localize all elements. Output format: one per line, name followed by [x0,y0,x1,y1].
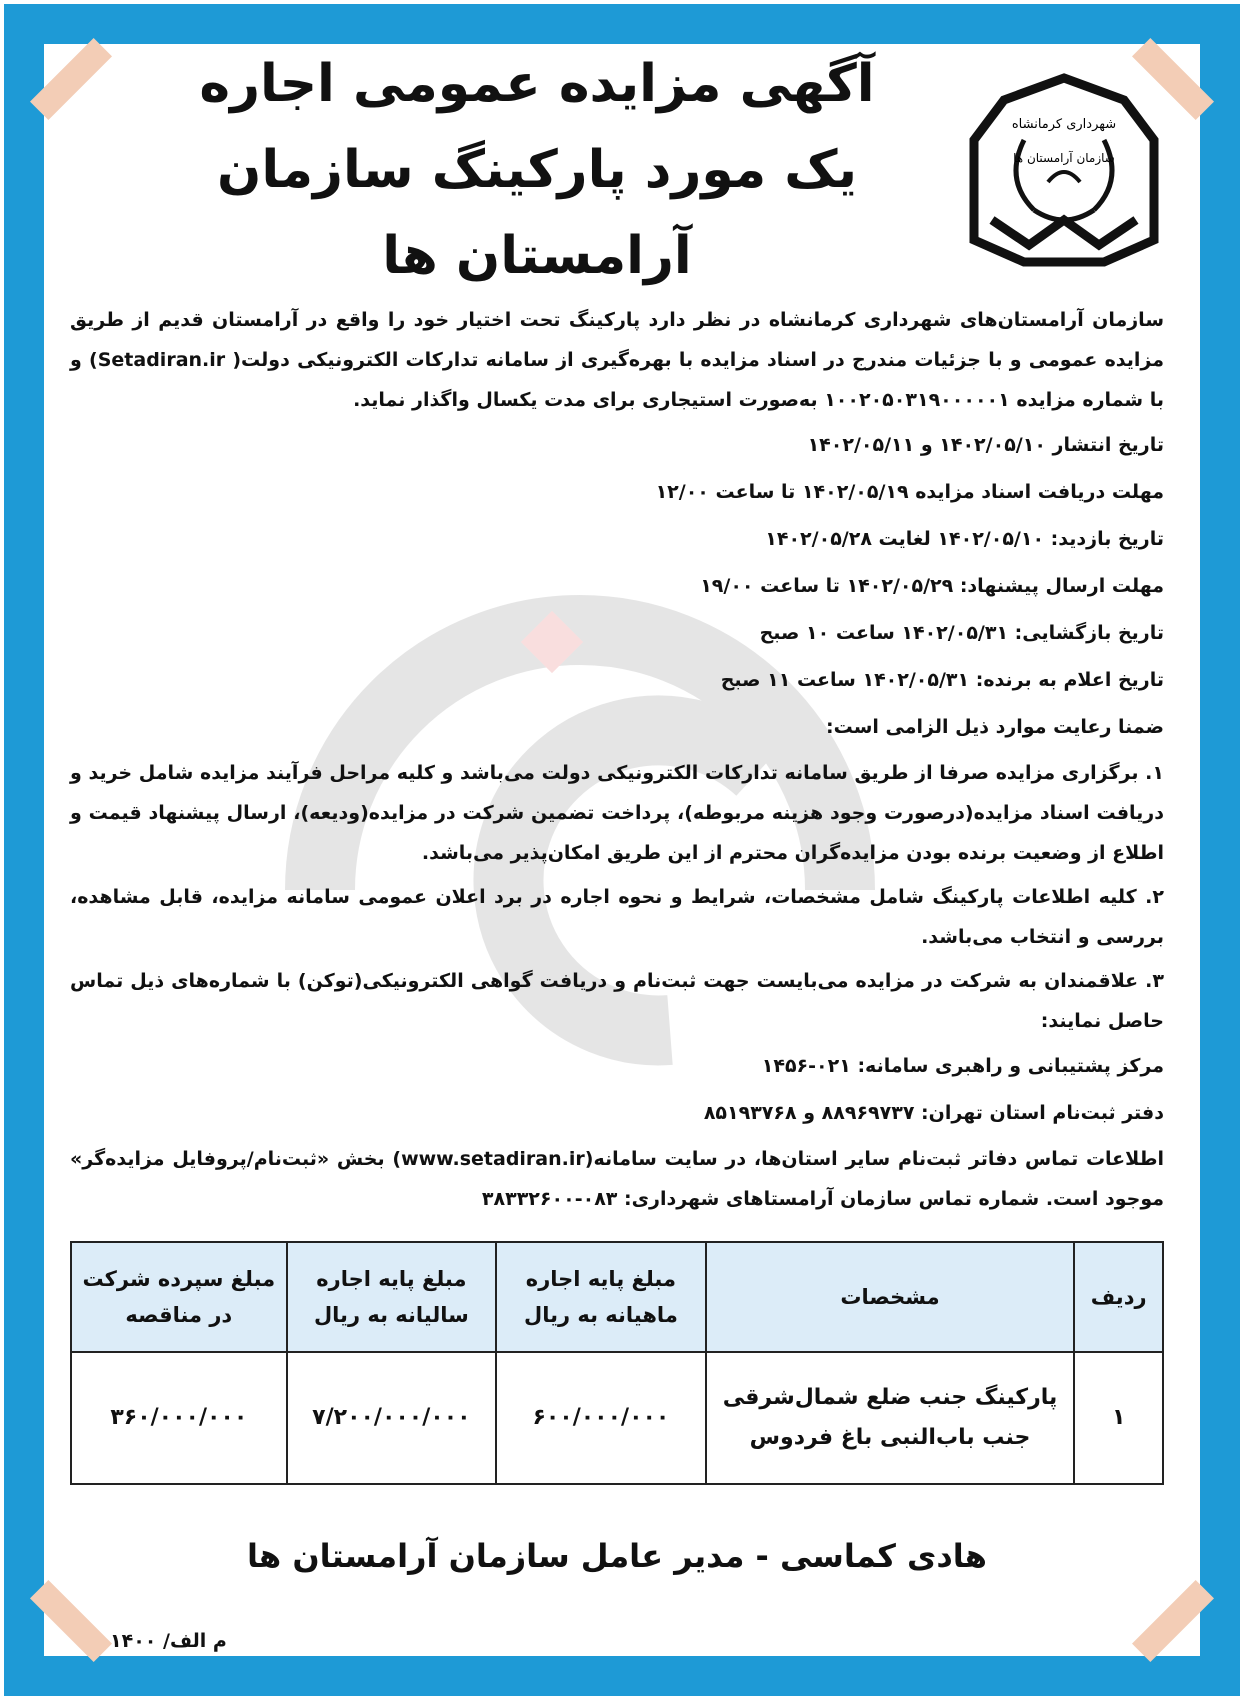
cell-specs: پارکینگ جنب ضلع شمال‌شرقی جنب باب‌النبی باغ فردوس [706,1352,1075,1484]
logo-text-top: شهرداری کرمانشاه [1011,117,1117,132]
auction-table [70,1241,1164,1485]
corner-decoration [30,1580,112,1662]
requirements-intro: ضمنا رعایت موارد ذیل الزامی است: [826,716,1164,738]
page-title [70,41,964,299]
header [70,54,1164,286]
header-row-number: ردیف [1074,1242,1163,1352]
municipality-emblem-icon [964,70,1164,270]
requirement-item: ۲. کلیه اطلاعات پارکینگ شامل مشخصات، شرایط و نحوه اجاره در برد اعلان عمومی سامانه مزایده، قابل مشاهده، بررسی و انتخاب می‌باشد. [70,886,1164,948]
cell-yearly: ۷/۲۰۰/۰۰۰/۰۰۰ [287,1352,497,1484]
visit-date: تاریخ بازدید: ۱۴۰۲/۰۵/۱۰ لغایت ۱۴۰۲/۰۵/۲۸ [765,528,1164,550]
header-deposit: مبلغ سپرده شرکت در مناقصه [71,1242,287,1352]
signature: هادی کماسی - مدیر عامل سازمان آرامستان ها [247,1537,987,1575]
contact-info: اطلاعات تماس دفاتر ثبت‌نام سایر استان‌ها، در سایت سامانه(www.setadiran.ir) بخش «ثبت‌نام/پروفایل مزایده‌گر» موجود است. شماره تماس سازمان آرامستاهای شهرداری: ۰۸۳-۳۸۳۳۲۶۰۰ [70,1148,1164,1210]
corner-decoration [1132,1580,1214,1662]
support-center: مرکز پشتیبانی و راهبری سامانه: ۰۲۱-۱۴۵۶ [761,1055,1164,1077]
table-row [71,1352,1163,1484]
intro-paragraph: سازمان آرامستان‌های شهرداری کرمانشاه در نظر دارد پارکینگ تحت اختیار خود را واقع در آرامستان قدیم از طریق مزایده عمومی و با جزئیات مندرج در اسناد مزایده با بهره‌گیری از سامانه تدارکات الکترونیکی دولت( Setadiran.ir) و با شماره مزایده ۱۰۰۲۰۵۰۳۱۹۰۰۰۰۰۱ به‌صورت استیجاری برای مدت یکسال واگذار نماید. [70,309,1165,411]
publish-date: تاریخ انتشار ۱۴۰۲/۰۵/۱۰ و ۱۴۰۲/۰۵/۱۱ [807,434,1164,456]
bid-deadline: مهلت ارسال پیشنهاد: ۱۴۰۲/۰۵/۲۹ تا ساعت ۱۹/۰۰ [700,575,1164,597]
logo-text-bottom: سازمان آرامستان ها [1013,151,1115,165]
cell-deposit: ۳۶۰/۰۰۰/۰۰۰ [71,1352,287,1484]
cell-monthly: ۶۰۰/۰۰۰/۰۰۰ [496,1352,706,1484]
requirement-item: ۱. برگزاری مزایده صرفا از طریق سامانه تدارکات الکترونیکی دولت می‌باشد و کلیه مراحل فرآیند مزایده شامل خرید و دریافت اسناد مزایده(درصورت وجود هزینه مربوطه)، پرداخت تضمین شرکت در مزایده(ودیعه)، ارسال پیشنهاد قیمت و اطلاع از وضعیت برنده بودن مزایده‌گران محترم از این طریق امکان‌پذیر می‌باشد. [70,762,1164,864]
cell-row-number: ۱ [1074,1352,1163,1484]
opening-date: تاریخ بازگشایی: ۱۴۰۲/۰۵/۳۱ ساعت ۱۰ صبح [759,622,1164,644]
notice-content [70,54,1165,1575]
header-yearly: مبلغ پایه اجاره سالیانه به ریال [287,1242,497,1352]
header-specs: مشخصات [706,1242,1075,1352]
document-deadline: مهلت دریافت اسناد مزایده ۱۴۰۲/۰۵/۱۹ تا ساعت ۱۲/۰۰ [655,481,1164,503]
table-header-row [71,1242,1163,1352]
title-line-1: آگهی مزایده عمومی اجاره [199,54,875,114]
publication-code: م الف/ ۱۴۰۰ [110,1630,227,1652]
notice-body [70,300,1164,1219]
title-line-2: یک مورد پارکینگ سازمان آرامستان ها [216,140,858,286]
winner-announcement-date: تاریخ اعلام به برنده: ۱۴۰۲/۰۵/۳۱ ساعت ۱۱ صبح [720,669,1164,691]
tehran-office: دفتر ثبت‌نام استان تهران: ۸۸۹۶۹۷۳۷ و ۸۵۱۹۳۷۶۸ [703,1102,1164,1124]
requirement-item: ۳. علاقمندان به شرکت در مزایده می‌بایست جهت ثبت‌نام و دریافت گواهی الکترونیکی(توکن) با شماره‌های ذیل تماس حاصل نمایند: [70,970,1164,1032]
header-monthly: مبلغ پایه اجاره ماهیانه به ریال [496,1242,706,1352]
